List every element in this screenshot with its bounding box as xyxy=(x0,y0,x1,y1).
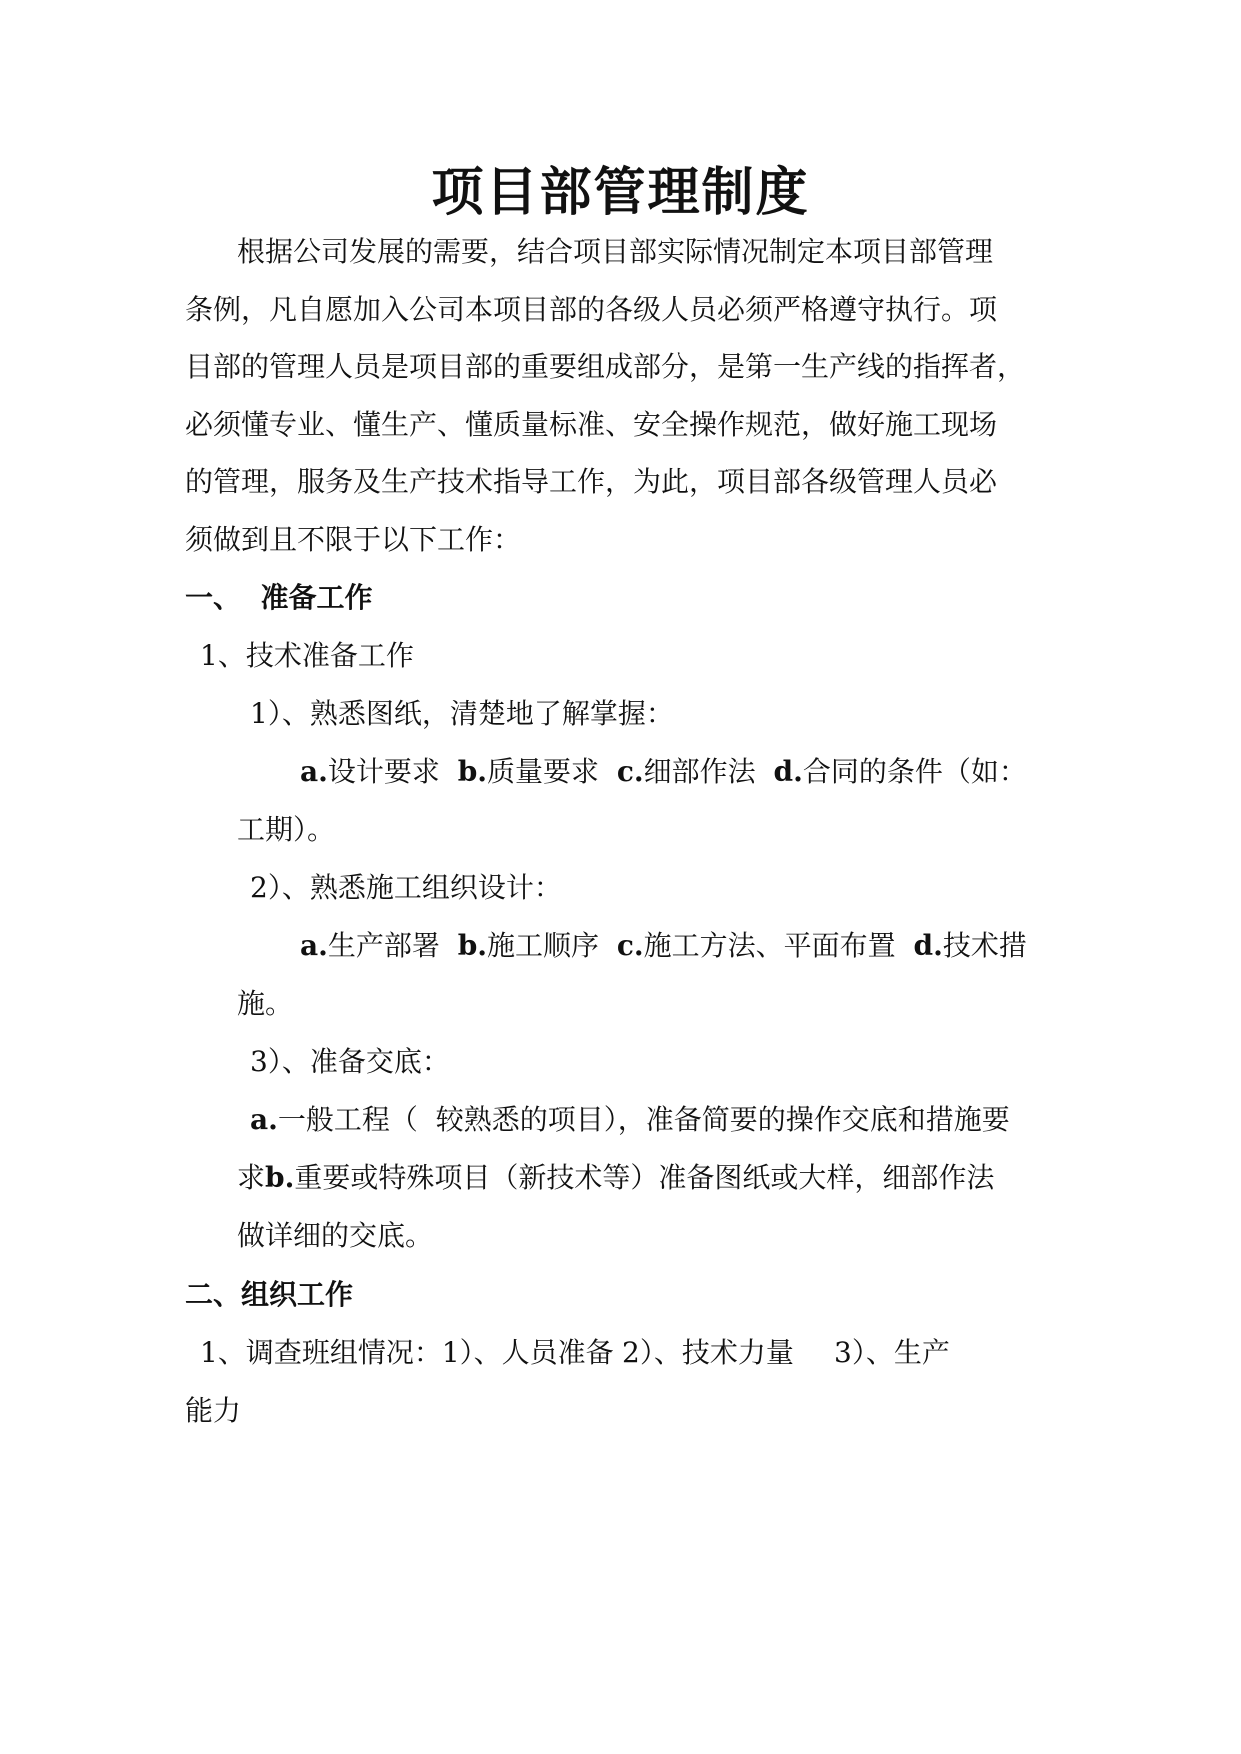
intro-line-1: 根据公司发展的需要，结合项目部实际情况制定本项目部管理 xyxy=(237,235,994,268)
option-a-text: 生产部署 xyxy=(327,929,440,962)
section-2-heading: 二、组织工作 xyxy=(185,1278,354,1311)
option-a-marker: a. xyxy=(250,1103,278,1136)
sub-2-continuation: 施。 xyxy=(237,987,294,1020)
sub-1-options xyxy=(300,752,1027,792)
option-a-marker: a. xyxy=(300,929,328,962)
sub-3-option-a xyxy=(250,1100,1010,1140)
option-a-marker: a. xyxy=(300,755,328,788)
sub-3-continuation: 做详细的交底。 xyxy=(237,1219,434,1252)
option-b-text: 施工顺序 xyxy=(487,929,600,962)
option-c-marker: c. xyxy=(616,929,644,962)
section-1-heading: 一、 准备工作 xyxy=(185,581,373,614)
option-b-prefix: 求 xyxy=(237,1161,266,1194)
option-b-text: 质量要求 xyxy=(487,755,600,788)
intro-line-4: 必须懂专业、懂生产、懂质量标准、安全操作规范，做好施工现场 xyxy=(185,408,998,441)
option-c-text: 细部作法 xyxy=(643,755,756,788)
sub-3-label: 3）、准备交底： xyxy=(250,1045,450,1078)
intro-line-3: 目部的管理人员是项目部的重要组成部分，是第一生产线的指挥者， xyxy=(185,350,1026,383)
intro-line-5: 的管理，服务及生产技术指导工作，为此，项目部各级管理人员必 xyxy=(185,465,998,498)
section-1-item-1: 1、技术准备工作 xyxy=(200,639,414,672)
option-a-text: 设计要求 xyxy=(327,755,440,788)
option-b-marker: b. xyxy=(457,755,488,788)
option-d-marker: d. xyxy=(913,929,943,962)
intro-line-2: 条例，凡自愿加入公司本项目部的各级人员必须严格遵守执行。项 xyxy=(185,293,998,326)
sub-1-label: 1）、熟悉图纸，清楚地了解掌握： xyxy=(250,697,674,730)
section-2-item-1: 1、调查班组情况：1）、人员准备 xyxy=(200,1336,614,1369)
option-b-marker: b. xyxy=(265,1161,295,1194)
section-2-item-1-continuation: 能力 xyxy=(185,1394,242,1427)
sub-3-option-b xyxy=(237,1158,994,1198)
sub-1-continuation: 工期）。 xyxy=(237,813,336,846)
option-d-text: 技术措 xyxy=(942,929,1027,962)
option-c-marker: c. xyxy=(616,755,644,788)
intro-line-6: 须做到且不限于以下工作： xyxy=(185,523,522,556)
sub-2-label: 2）、熟悉施工组织设计： xyxy=(250,871,562,904)
section-2-item-1-part-2: 2）、技术力量 xyxy=(622,1336,794,1369)
option-a-text: 一般工程（ 较熟悉的项目），准备简要的操作交底和措施要 xyxy=(277,1103,1010,1136)
page-title: 项目部管理制度 xyxy=(431,163,810,223)
option-d-text: 合同的条件（如： xyxy=(802,755,1027,788)
option-b-marker: b. xyxy=(457,929,488,962)
option-b-text: 重要或特殊项目（新技术等）准备图纸或大样，细部作法 xyxy=(294,1161,995,1194)
sub-2-options xyxy=(300,926,1027,966)
section-2-item-1-part-3: 3）、生产 xyxy=(834,1336,950,1369)
option-d-marker: d. xyxy=(773,755,803,788)
option-c-text: 施工方法、平面布置 xyxy=(643,929,896,962)
